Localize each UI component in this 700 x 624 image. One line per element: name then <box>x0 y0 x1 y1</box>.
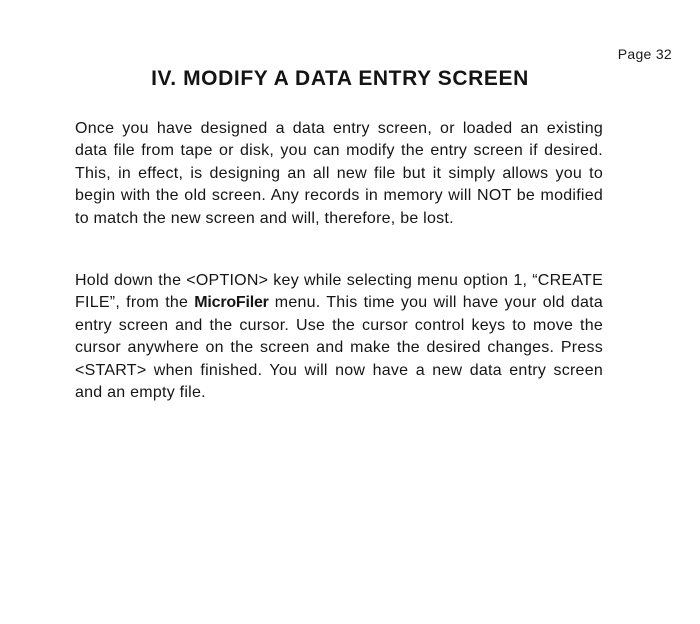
instructions-text-end: menu. This time you will have your old data entry screen and the cursor. Use the cursor control keys to move the cursor anywhere on the screen and make the desired changes. Press <START> when finished. You will now have a new data entry screen and an empty file. <box>75 294 604 402</box>
section-title: IV. MODIFY A DATA ENTRY SCREEN <box>151 67 529 90</box>
instructions-text-start: Hold down the <OPTION> key while selecting menu option 1, “CREATE FILE”, from the <box>75 272 603 312</box>
paragraph-modify-intro: Once you have designed a data entry screen, or loaded an existing data file from tape or disk, you can modify the entry screen if desired. This, in effect, is designing an all new file but it simply allows you to begin with the old screen. Any records in memory will NOT be modified to match the new screen and will, therefore, be lost. <box>75 120 603 227</box>
page-number: Page 32 <box>617 46 672 62</box>
paragraph-modify-instructions <box>75 270 603 404</box>
microfiler-term: MicroFiler <box>194 294 269 312</box>
